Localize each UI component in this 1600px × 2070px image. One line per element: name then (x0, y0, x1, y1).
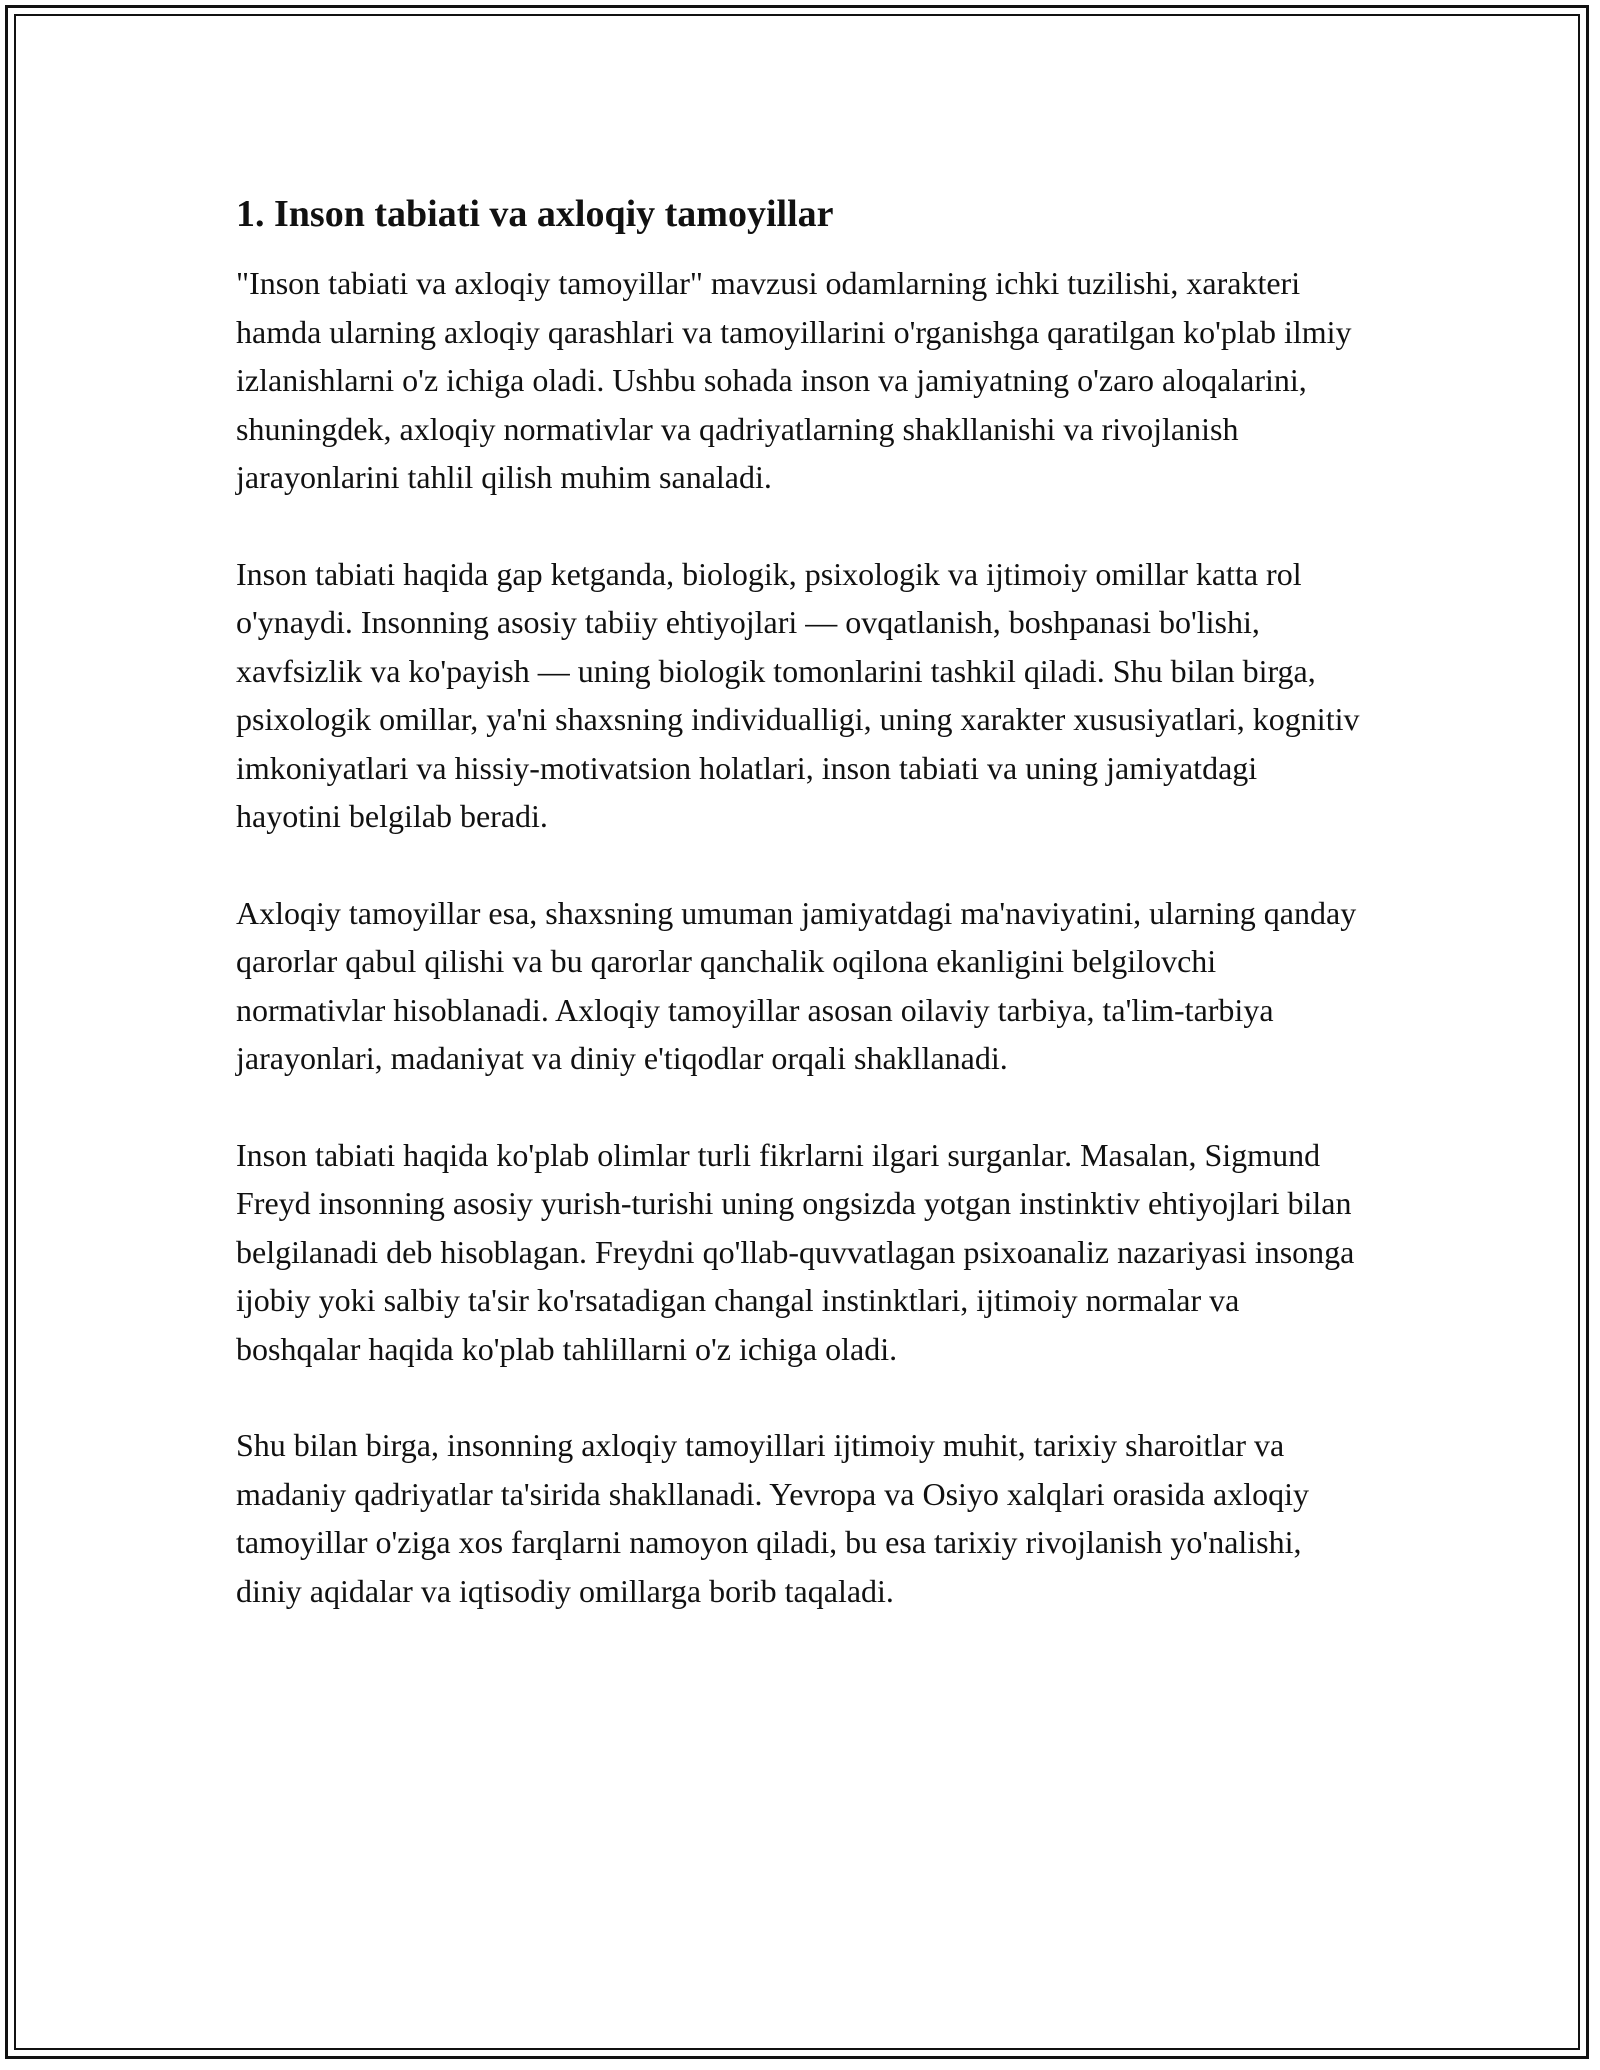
paragraph-2: Inson tabiati haqida gap ketganda, biologik, psixologik va ijtimoiy omillar katta rol o'ynaydi. Insonning asosiy tabiiy ehtiyojlari — ovqatlanish, boshpanasi bo'lishi, xavfsizlik va ko'payish — uning biologik tomonlarini tashkil qiladi. Shu bilan birga, psixologik omillar, ya'ni shaxsning individualligi, uning xarakter xususiyatlari, kognitiv imkoniyatlari va hissiy-motivatsion holatlari, inson tabiati va uning jamiyatdagi hayotini belgilab beradi. (236, 555, 1360, 834)
section-heading: 1. Inson tabiati va axloqiy tamoyillar (236, 193, 834, 235)
paragraph-5: Shu bilan birga, insonning axloqiy tamoyillari ijtimoiy muhit, tarixiy sharoitlar va madaniy qadriyatlar ta'sirida shakllanadi. Yevropa va Osiyo xalqlari orasida axloqiy tamoyillar o'ziga xos farqlarni namoyon qiladi, bu esa tarixiy rivojlanish yo'nalishi, diniy aqidalar va iqtisodiy omillarga borib taqaladi. (236, 1427, 1310, 1609)
paragraph-3: Axloqiy tamoyillar esa, shaxsning umuman jamiyatdagi ma'naviyatini, ularning qanday qarorlar qabul qilishi va bu qarorlar qanchalik oqilona ekanligini belgilovchi normativlar hisoblanadi. Axloqiy tamoyillar asosan oilaviy tarbiya, ta'lim-tarbiya jarayonlari, madaniyat va diniy e'tiqodlar orqali shakllanadi. (236, 894, 1357, 1076)
paragraph-1: "Inson tabiati va axloqiy tamoyillar" mavzusi odamlarning ichki tuzilishi, xarakteri hamda ularning axloqiy qarashlari va tamoyillarini o'rganishga qaratilgan ko'plab ilmiy izlanishlarni o'z ichiga oladi. Ushbu sohada inson va jamiyatning o'zaro aloqalarini, shuningdek, axloqiy normativlar va qadriyatlarning shakllanishi va rivojlanish jarayonlarini tahlil qilish muhim sanaladi. (236, 265, 1352, 495)
document-body (236, 188, 1366, 1663)
paragraph-4: Inson tabiati haqida ko'plab olimlar turli fikrlarni ilgari surganlar. Masalan, Sigmund Freyd insonning asosiy yurish-turishi uning ongsizda yotgan instinktiv ehtiyojlari bilan belgilanadi deb hisoblagan. Freydni qo'llab-quvvatlagan psixoanaliz nazariyasi insonga ijobiy yoki salbiy ta'sir ko'rsatadigan changal instinktlari, ijtimoiy normalar va boshqalar haqida ko'plab tahlillarni o'z ichiga oladi. (236, 1136, 1355, 1367)
